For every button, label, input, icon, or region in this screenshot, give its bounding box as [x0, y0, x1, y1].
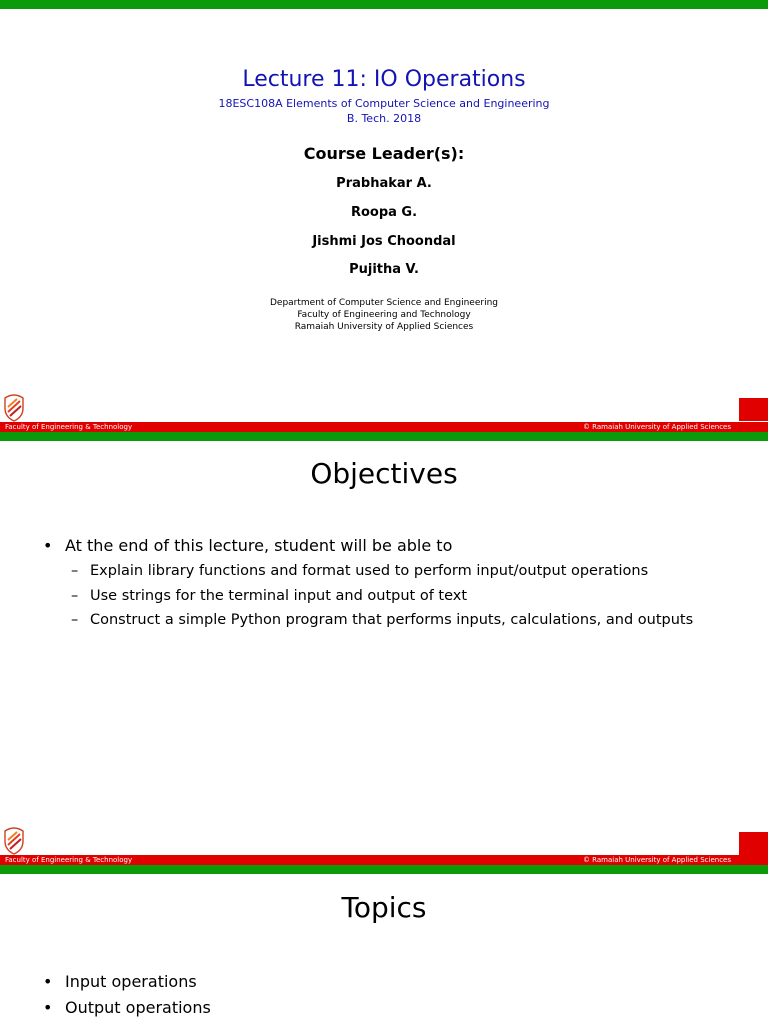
footer-green-bar: [0, 865, 768, 874]
program-name: B. Tech. 2018: [346, 112, 422, 125]
footer-left-text: Faculty of Engineering & Technology: [5, 423, 133, 431]
footer-bar: [0, 422, 768, 432]
lecture-title: Lecture 11: IO Operations: [242, 67, 526, 92]
slide-title: Topics: [341, 891, 427, 924]
corner-red-tab: [739, 832, 768, 855]
list-item: • Output operations: [43, 995, 763, 1021]
course-name: 18ESC108A Elements of Computer Science and Engineering: [218, 97, 550, 110]
university-logo-icon: [2, 825, 26, 855]
footer-bar: [0, 855, 768, 865]
list-item: – Use strings for the terminal input and output of text: [43, 584, 763, 609]
slide-title: [0, 0, 768, 442]
leader-name: Jishmi Jos Choondal: [312, 234, 456, 249]
footer-left-text: Faculty of Engineering & Technology: [5, 856, 133, 864]
footer-green-bar: [0, 432, 768, 441]
slide-topics: [0, 876, 768, 1024]
list-item: • At the end of this lecture, student will be able to: [43, 533, 763, 559]
leader-name: Pujitha V.: [349, 262, 419, 277]
topics-list: [43, 969, 763, 1021]
leader-name: Prabhakar A.: [336, 176, 432, 191]
corner-red-tab: [739, 398, 768, 421]
leader-name: Roopa G.: [350, 205, 418, 220]
university-logo-icon: [2, 392, 26, 422]
university: Ramaiah University of Applied Sciences: [294, 322, 474, 332]
faculty: Faculty of Engineering and Technology: [297, 310, 471, 320]
slide-title: Objectives: [310, 457, 458, 490]
footer-right-text: © Ramaiah University of Applied Sciences: [582, 856, 731, 864]
top-green-bar: [0, 0, 768, 9]
objectives-list: [43, 533, 763, 633]
footer-right-text: © Ramaiah University of Applied Sciences: [582, 423, 731, 431]
list-item: • Input operations: [43, 969, 763, 995]
list-item: – Explain library functions and format used to perform input/output operations: [43, 559, 763, 584]
department: Department of Computer Science and Engineering: [269, 298, 498, 308]
list-item: – Construct a simple Python program that performs inputs, calculations, and outputs: [43, 608, 763, 633]
slide-objectives: [0, 442, 768, 876]
leaders-heading: Course Leader(s):: [303, 144, 465, 163]
